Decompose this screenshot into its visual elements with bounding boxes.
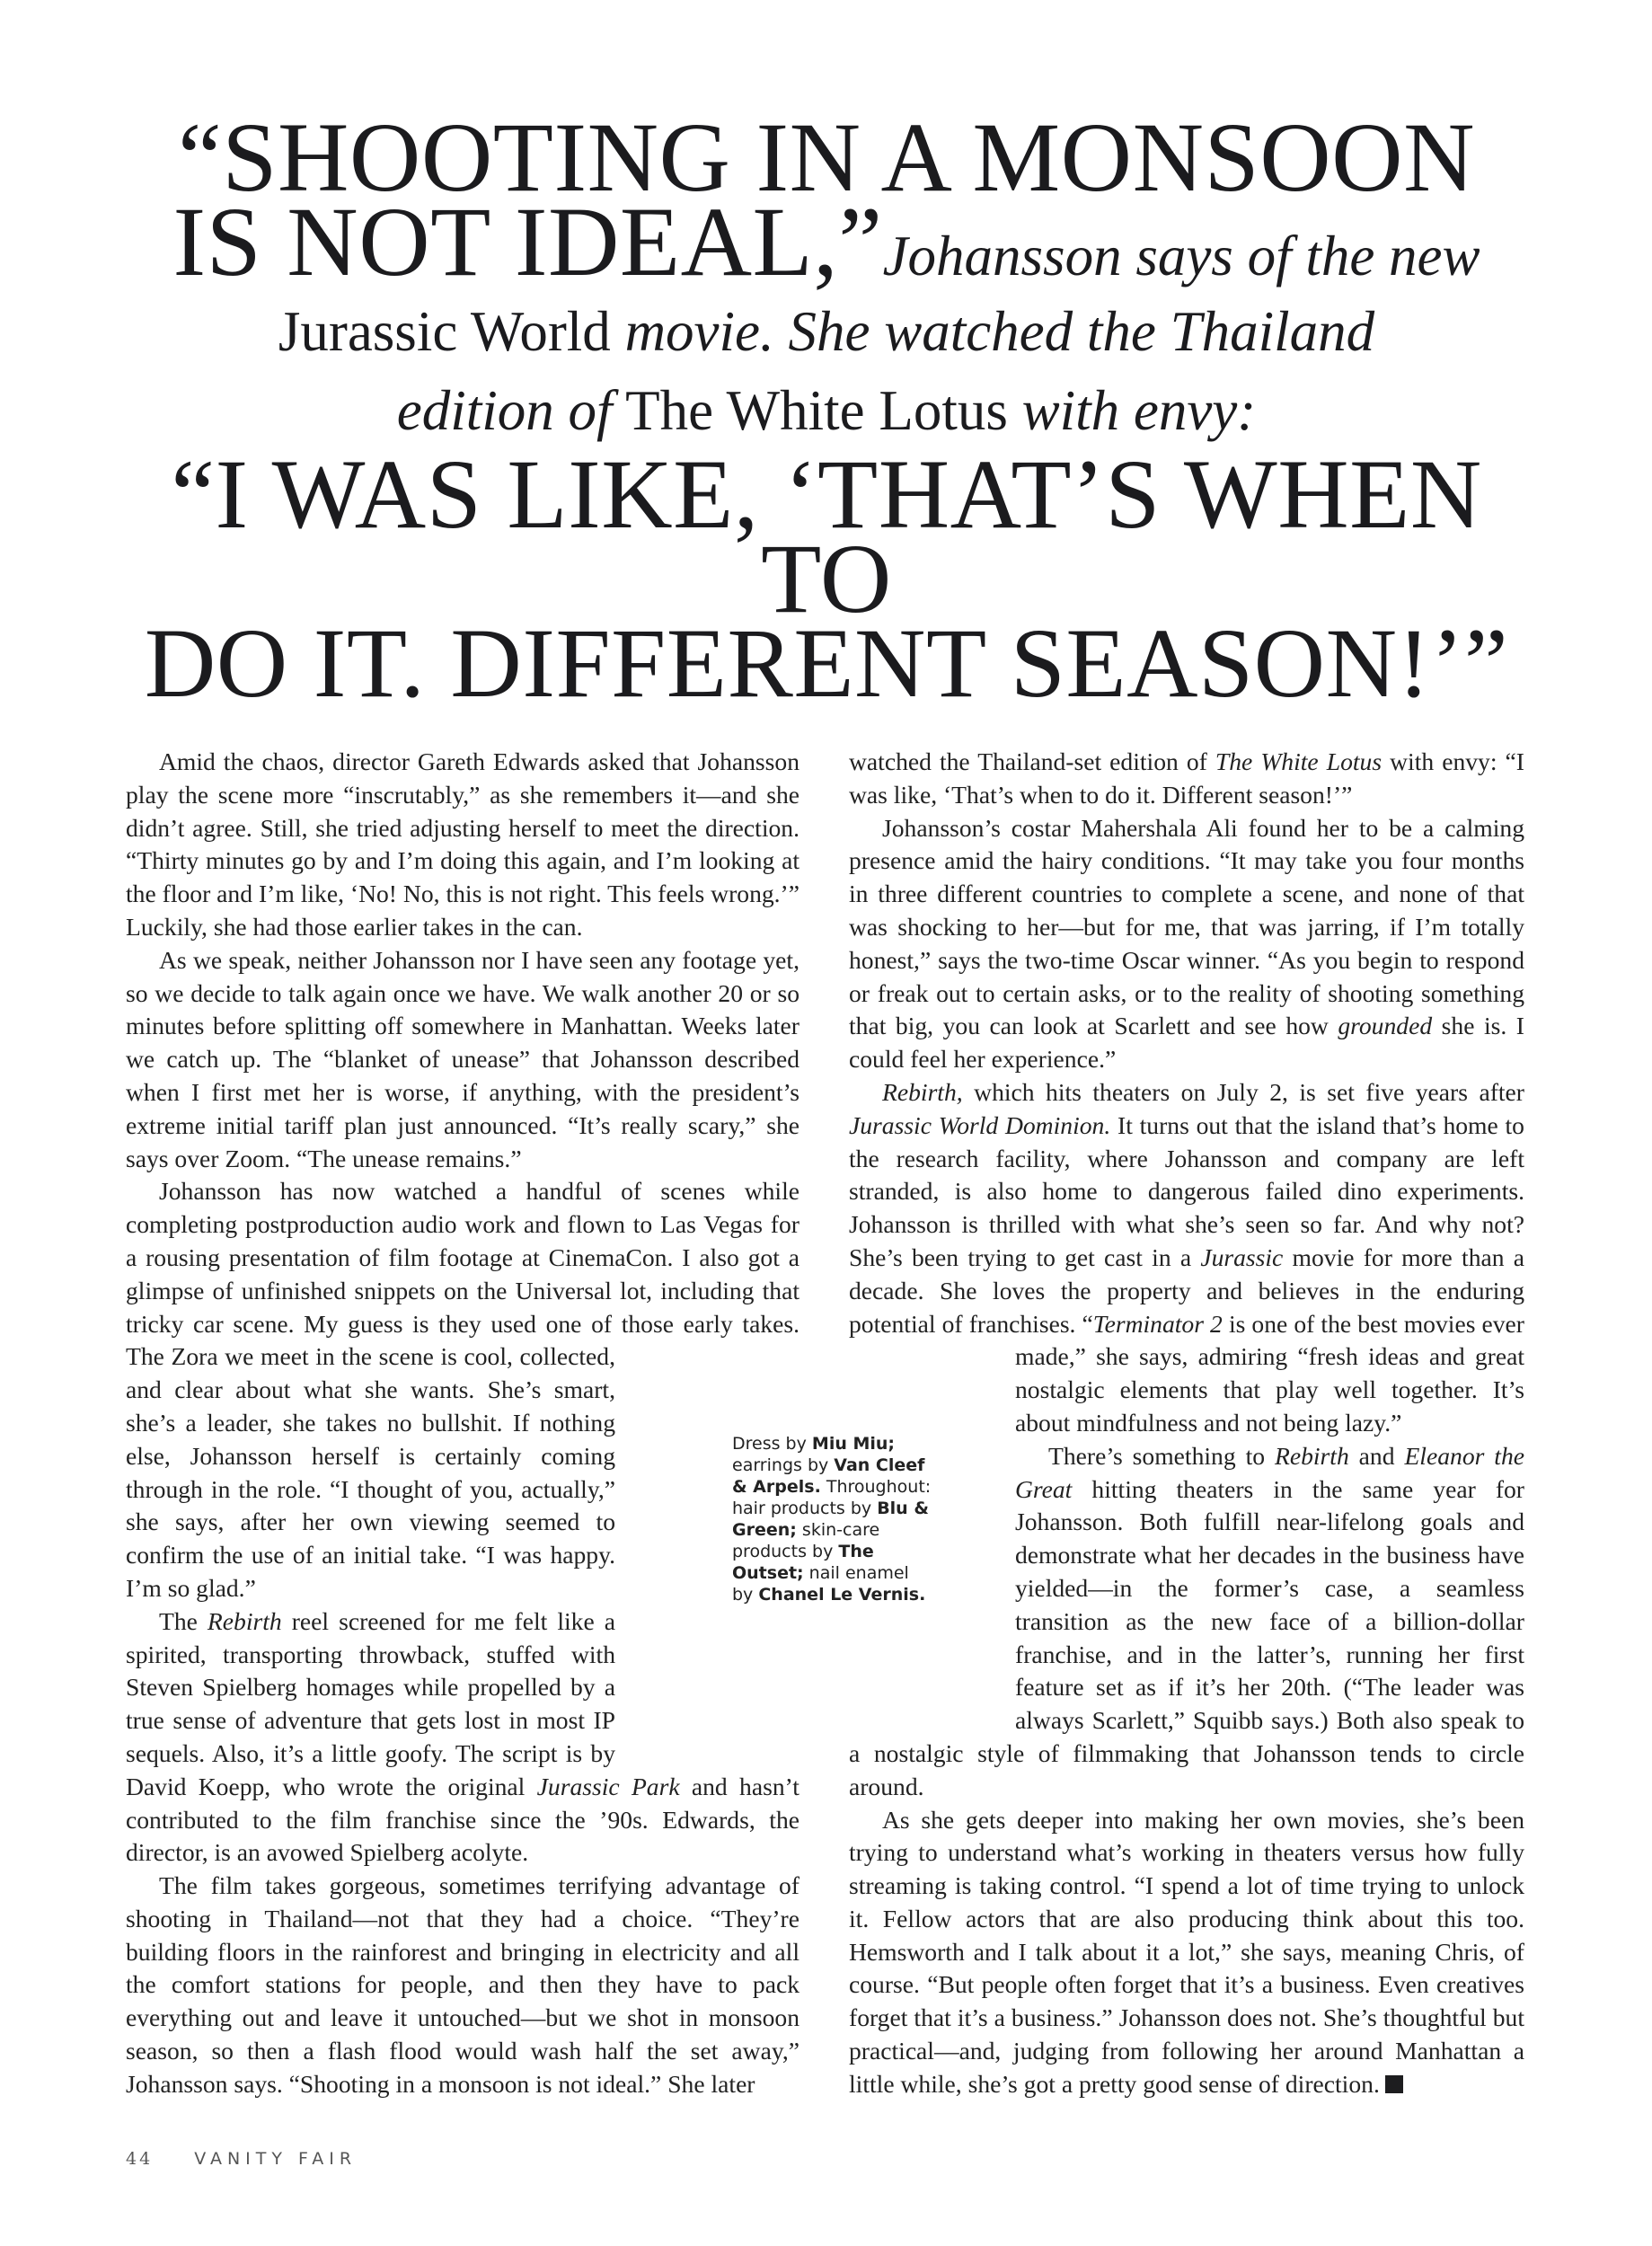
- pull-quote-line-2-caps: IS NOT IDEAL,”: [172, 187, 883, 296]
- right-p3-text-c: movie for more than a decade. She loves the property and believes in the enduring potential of franchises. “: [849, 1242, 1524, 1338]
- pull-quote-line-5: “I WAS LIKE, ‘THAT’S WHEN TO: [171, 439, 1482, 633]
- right-p3-italic-jurassic: Jurassic: [1200, 1242, 1284, 1271]
- article-column-left: [126, 746, 799, 2101]
- pull-quote-line-4-roman: The White Lotus: [625, 379, 1008, 442]
- left-p4-italic-jurassic-park: Jurassic Park: [536, 1772, 680, 1800]
- left-p4-text-b: reel screened for me felt like a spirited, transporting throwback, stuffed with Steven Spielberg homages while propelled by a true sense of adventure that gets lost in most IP sequels. Also, it’s a little goofy. The script is by David Koepp, who wrote the original: [126, 1606, 615, 1800]
- right-p4-text-a: There’s something to: [1048, 1441, 1275, 1470]
- right-p3-italic-dominion: Jurassic World Dominion.: [849, 1110, 1111, 1139]
- pull-quote-line-3-italic: movie. She watched the Thailand: [624, 300, 1375, 363]
- caption-text-5: nail enamel by: [732, 1563, 909, 1605]
- caption-text-3: Throughout: hair products by: [732, 1477, 932, 1518]
- article-column-right: [849, 746, 1524, 2101]
- right-p2-text-a: Johansson’s costar Mahershala Ali found her to be a calming presence amid the hairy conditions. “It may take you four months in three different countries to complete a scene, and none of that was shocking to her—but for me, that was jarring, if I’m totally honest,” says the two-time Oscar winner. “As you begin to respond or freak out to certain asks, or to the reality of shooting something that big, you can look at Scarlett and see how: [849, 813, 1524, 1040]
- right-p4-text-b: and: [1348, 1441, 1405, 1470]
- page-number: 44: [126, 2149, 154, 2169]
- right-p5-text: As she gets deeper into making her own movies, she’s been trying to understand what’s working in theaters versus how fully streaming is taking control. “I spend a lot of time trying to unlock it. Fellow actors that are also producing think about this too. Hemsworth and I talk about it a lot,” she says, meaning Chris, of course. “But people often forget that it’s a business. Even creatives forget that it’s a business.” Johansson does not. She’s thoughtful but practical—and, judging from following her around Manhattan a little while, she’s got a pretty good sense of direction.: [849, 1805, 1524, 2098]
- right-p3-text-b: It turns out that the island that’s home to the research facility, where Johansson and company are left stranded, is also home to dangerous failed dino experiments. Johansson is thrilled with what she’s seen so far. And why not? She’s been trying to get cast in a: [849, 1110, 1524, 1271]
- pull-quote-line-4-italic-b: with envy:: [1021, 379, 1257, 442]
- caption-brand-3: Blu & Green;: [732, 1499, 929, 1540]
- left-p4-text-c: and hasn’t contributed to the film franchise since the ’90s. Edwards, the director, is an avowed Spielberg acolyte.: [126, 1772, 799, 1867]
- page-footer: [126, 2149, 357, 2169]
- left-p4-italic-rebirth: Rebirth: [207, 1606, 282, 1635]
- left-p4-text-a: The: [159, 1606, 208, 1635]
- right-p2-italic-grounded: grounded: [1338, 1012, 1433, 1040]
- caption-text-1: Dress by: [732, 1434, 812, 1454]
- right-paragraph-1: [849, 746, 1524, 812]
- caption-text-2: earrings by: [732, 1455, 835, 1475]
- pull-quote-line-4-italic-a: edition of: [396, 379, 613, 442]
- caption-brand-1: Miu Miu;: [811, 1434, 896, 1454]
- right-p2-text-b: she is. I could feel her experience.”: [849, 1012, 1524, 1074]
- pull-quote-line-6: DO IT. DIFFERENT SEASON!’”: [144, 608, 1509, 718]
- right-paragraph-2: [849, 812, 1524, 1076]
- right-p4-text-c: hitting theaters in the same year for Johansson. Both fulfill near-lifelong goals and demonstrate what her decades in the business have yielded—in the former’s case, a seamless transition as the new face of a billion-dollar franchise, and in the latter’s, running her first feature set as if it’s her 20th. (“The leader was always Scarlett,” Squibb says.) Both also speak to a nostalgic style of filmmaking that Johansson tends to circle around.: [849, 1474, 1524, 1800]
- caption-text-4: skin-care products by: [732, 1520, 880, 1561]
- right-p3-italic-rebirth: Rebirth,: [882, 1077, 963, 1106]
- right-p3-text-d: is one of the best movies ever made,” she says, admiring “fresh ideas and great nostalgic elements that play well together. It’s about mindfulness and not being lazy.”: [1015, 1309, 1524, 1437]
- pull-quote-line-3: [108, 294, 1545, 369]
- right-p1-text-a: watched the Thailand-set edition of: [849, 747, 1215, 775]
- left-paragraph-2: As we speak, neither Johansson nor I have seen any footage yet, so we decide to talk again once we have. We walk another 20 or so minutes before splitting off somewhere in Manhattan. Weeks later we catch up. The “blanket of unease” that Johansson described when I first met her is worse, if anything, with the president’s extreme initial tariff plan just announced. “It’s really scary,” she says over Zoom. “The unease remains.”: [126, 945, 799, 1172]
- caption-brand-5: Chanel Le Vernis.: [758, 1585, 926, 1605]
- caption-brand-4: The Outset;: [732, 1542, 874, 1583]
- pull-quote-line-1: “SHOOTING IN A MONSOON: [177, 102, 1476, 212]
- right-p4-italic-eleanor: Eleanor the Great: [1015, 1441, 1524, 1503]
- magazine-name: VANITY FAIR: [194, 2149, 358, 2169]
- pull-quote-line-3-roman: Jurassic World: [278, 300, 611, 363]
- right-p3-italic-terminator: Terminator 2: [1092, 1309, 1223, 1338]
- pull-quote: [108, 102, 1545, 718]
- right-p4-italic-rebirth: Rebirth: [1274, 1441, 1349, 1470]
- end-of-article-mark: [1385, 2075, 1403, 2093]
- right-p1-italic-white-lotus: The White Lotus: [1215, 747, 1383, 775]
- pull-quote-line-2: [108, 187, 1545, 296]
- photo-credit-caption: [732, 1433, 934, 1605]
- left-paragraph-1: Amid the chaos, director Gareth Edwards asked that Johansson play the scene more “inscrutably,” as she remembers it—and she didn’t agree. Still, she tried adjusting herself to meet the direction. “Thirty minutes go by and I’m doing this again, and I’m looking at the floor and I’m like, ‘No! No, this is not right. This feels wrong.’” Luckily, she had those earlier takes in the can.: [126, 747, 799, 941]
- right-paragraph-5: [849, 1804, 1524, 2101]
- right-p1-text-b: with envy: “I was like, ‘That’s when to do it. Different season!’”: [849, 747, 1524, 809]
- left-paragraph-5: The film takes gorgeous, sometimes terrifying advantage of shooting in Thailand—not that they had a choice. “They’re building floors in the rainforest and bringing in electricity and all the comfort stations for people, and then they have to pack everything out and leave it untouched—but we shot in monsoon season, so then a flash flood would wash half the set away,” Johansson says. “Shooting in a monsoon is not ideal.” She later: [126, 1871, 799, 2098]
- right-p3-text-a: which hits theaters on July 2, is set five years after: [962, 1077, 1524, 1106]
- caption-brand-2: Van Cleef & Arpels.: [732, 1455, 925, 1497]
- left-paragraph-3: Johansson has now watched a handful of scenes while completing postproduction audio work and flown to Las Vegas for a rousing presentation of film footage at CinemaCon. I also got a glimpse of unfinished snippets on the Universal lot, including that tricky car scene. My guess is they used one of those early takes. The Zora we meet in the scene is cool, collected, and clear about what she wants. She’s smart, she’s a leader, she takes no bullshit. If nothing else, Johansson herself is certainly coming through in the role. “I thought of you, actually,” she says, after her own viewing seemed to confirm the use of an initial take. “I was happy. I’m so glad.”: [126, 1177, 799, 1602]
- pull-quote-line-2-italic: Johansson says of the new: [882, 225, 1480, 287]
